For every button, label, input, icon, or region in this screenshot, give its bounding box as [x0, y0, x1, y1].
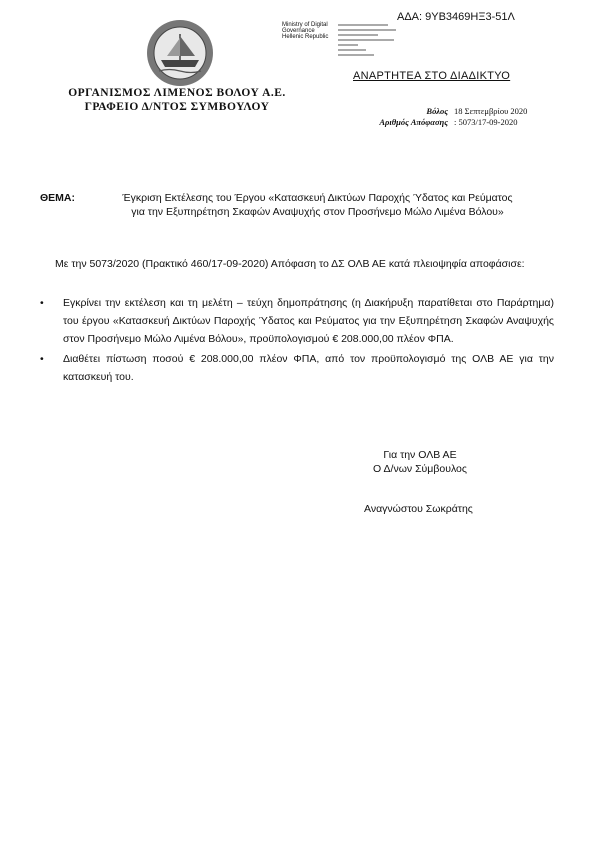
subject-block: [40, 191, 554, 219]
list-item-text: Εγκρίνει την εκτέλεση και τη μελέτη – τεύχη δημοπράτησης (η Διακήρυξη παρατίθεται στο Παράρτημα) του έργου «Κατασκευή Δικτύων Παροχής Ύδατος και Ρεύματος για την Εξυπηρέτηση Σκαφών Αναψυχής στον Προσήνεμο Μώλο Λιμένα Βόλου», προϋπολογισμού € 208.000,00 πλέον ΦΠΑ.: [63, 297, 554, 345]
signoff-role: Ο Δ/νων Σύμβουλος: [373, 463, 467, 475]
list-item: [40, 350, 554, 386]
document-meta: [340, 106, 527, 128]
decision-label: Αριθμός Απόφασης: [379, 117, 448, 127]
subject-label: ΘΕΜΑ:: [40, 192, 75, 204]
document-date: 18 Σεπτεμβρίου 2020: [454, 106, 528, 116]
place-label: Βόλος: [426, 106, 448, 116]
signer-name: Αναγνώστου Σωκράτης: [364, 503, 473, 515]
intro-paragraph: Με την 5073/2020 (Πρακτικό 460/17-09-2020) Απόφαση το ΔΣ ΟΛΒ ΑΕ κατά πλειοψηφία αποφάσισε:: [55, 258, 525, 270]
signoff-for: Για την ΟΛΒ ΑΕ: [383, 449, 457, 461]
org-office: ΓΡΑΦΕΙΟ Δ/ΝΤΟΣ ΣΥΜΒΟΥΛΟΥ: [84, 101, 270, 113]
organization-header: [46, 86, 308, 114]
list-item: [40, 294, 554, 348]
signature-line: Hellenic Republic: [282, 34, 329, 41]
ship-seal-icon: [145, 18, 215, 88]
decision-number: : 5073/17-09-2020: [454, 117, 518, 127]
signature-line: Ministry of Digital: [282, 22, 328, 28]
publish-online-note: ΑΝΑΡΤΗΤΕΑ ΣΤΟ ΔΙΑΔΙΚΤΥΟ: [353, 70, 511, 82]
decision-list: [40, 294, 554, 388]
signature-details-scribble: [338, 22, 400, 56]
org-name: ΟΡΓΑΝΙΣΜΟΣ ΛΙΜΕΝΟΣ ΒΟΛΟΥ Α.Ε.: [68, 87, 286, 99]
bullet-icon: •: [40, 297, 44, 309]
signoff-block: [370, 448, 470, 476]
ada-code: ΑΔΑ: 9ΥΒ3469ΗΞ3-51Λ: [397, 11, 515, 23]
subject-line: Έγκριση Εκτέλεσης του Έργου «Κατασκευή Δικτύων Παροχής Ύδατος και Ρεύματος: [122, 192, 513, 204]
signature-line: Governance: [282, 28, 315, 35]
bullet-icon: •: [40, 353, 44, 365]
subject-line: για την Εξυπηρέτηση Σκαφών Αναψυχής στον Προσήνεμο Μώλο Λιμένα Βόλου»: [131, 206, 504, 218]
list-item-text: Διαθέτει πίστωση ποσού € 208.000,00 πλέον ΦΠΑ, από τον προϋπολογισμό της ΟΛΒ ΑΕ για την κατασκευή του.: [63, 353, 554, 383]
